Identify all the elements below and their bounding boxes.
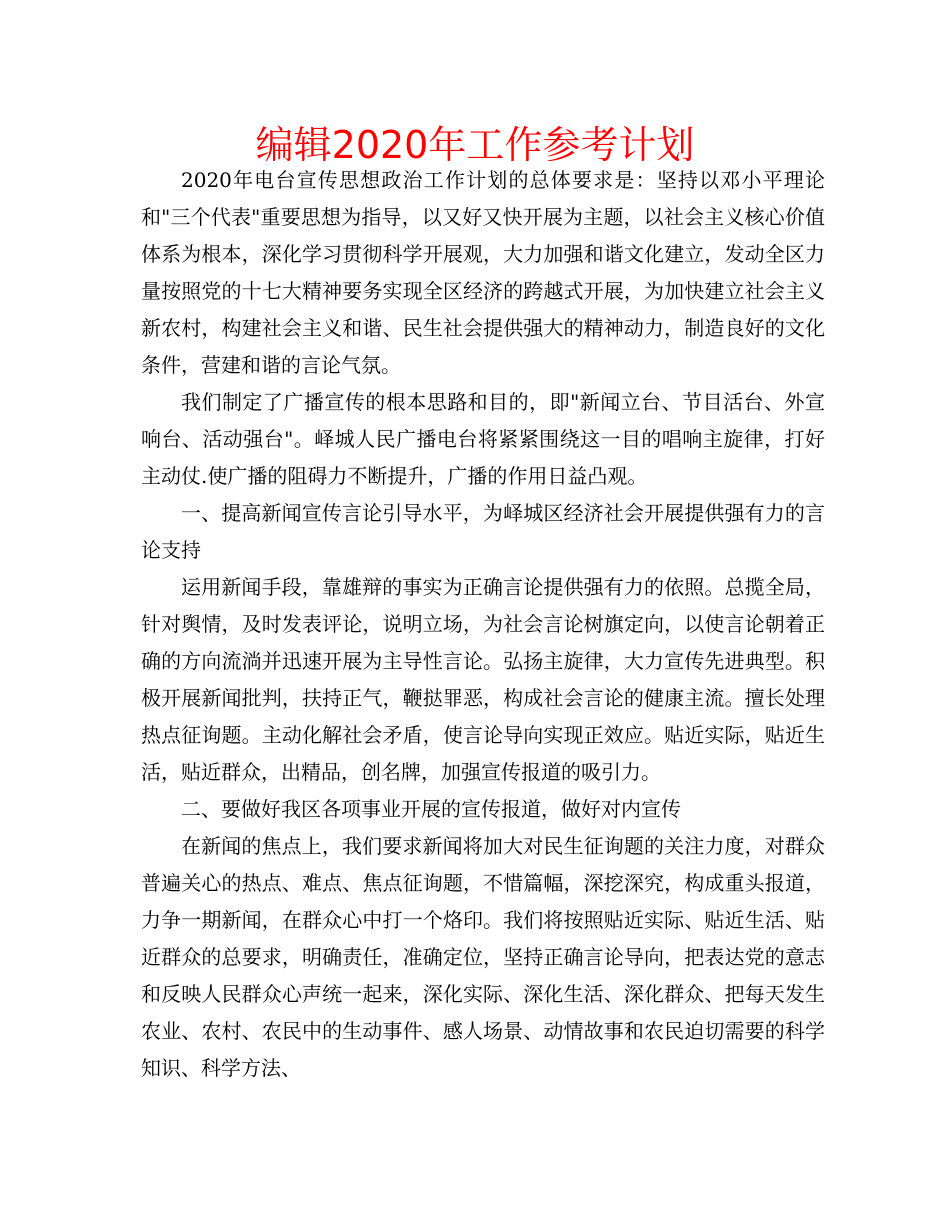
document-body [141,162,825,1087]
section-heading-2: 二、要做好我区各项事业开展的宣传报道，做好对内宣传 [181,797,681,821]
paragraph-2: 我们制定了广播宣传的根本思路和目的，即"新闻立台、节目活台、外宣响台、活动强台"。峄城人民广播电台将紧紧围绕这一目的唱响主旋律，打好主动仗.使广播的阻碍力不断提升，广播的作用日益凸观。 [141,390,825,488]
paragraph-4: 在新闻的焦点上，我们要求新闻将加大对民生征询题的关注力度，对群众普遍关心的热点、难点、焦点征询题，不惜篇幅，深挖深究，构成重头报道，力争一期新闻，在群众心中打一个烙印。我们将按照贴近实际、贴近生活、贴近群众的总要求，明确责任，准确定位，坚持正确言论导向，把表达党的意志和反映人民群众心声统一起来，深化实际、深化生活、深化群众、把每天发生农业、农村、农民中的生动事件、感人场景、动情故事和农民迫切需要的科学知识、科学方法、 [141,834,825,1080]
paragraph-3: 运用新闻手段，靠雄辩的事实为正确言论提供强有力的依照。总揽全局，针对舆情，及时发表评论，说明立场，为社会言论树旗定向，以使言论朝着正确的方向流淌并迅速开展为主导性言论。弘扬主旋律，大力宣传先进典型。积极开展新闻批判，扶持正气，鞭挞罪恶，构成社会言论的健康主流。擅长处理热点征询题。主动化解社会矛盾，使言论导向实现正效应。贴近实际，贴近生活，贴近群众，出精品，创名牌，加强宣传报道的吸引力。 [141,575,825,784]
document-title: 编辑2020年工作参考计划 [255,123,695,167]
paragraph-1: 2020年电台宣传思想政治工作计划的总体要求是：坚持以邓小平理论和"三个代表"重要思想为指导，以又好又快开展为主题，以社会主义核心价值体系为根本，深化学习贯彻科学开展观，大力加强和谐文化建立，发动全区力量按照党的十七大精神要务实现全区经济的跨越式开展，为加快建立社会主义新农村，构建社会主义和谐、民生社会提供强大的精神动力，制造良好的文化条件，营建和谐的言论气氛。 [141,168,825,377]
section-heading-1: 一、提高新闻宣传言论引导水平，为峄城区经济社会开展提供强有力的言论支持 [141,501,825,562]
